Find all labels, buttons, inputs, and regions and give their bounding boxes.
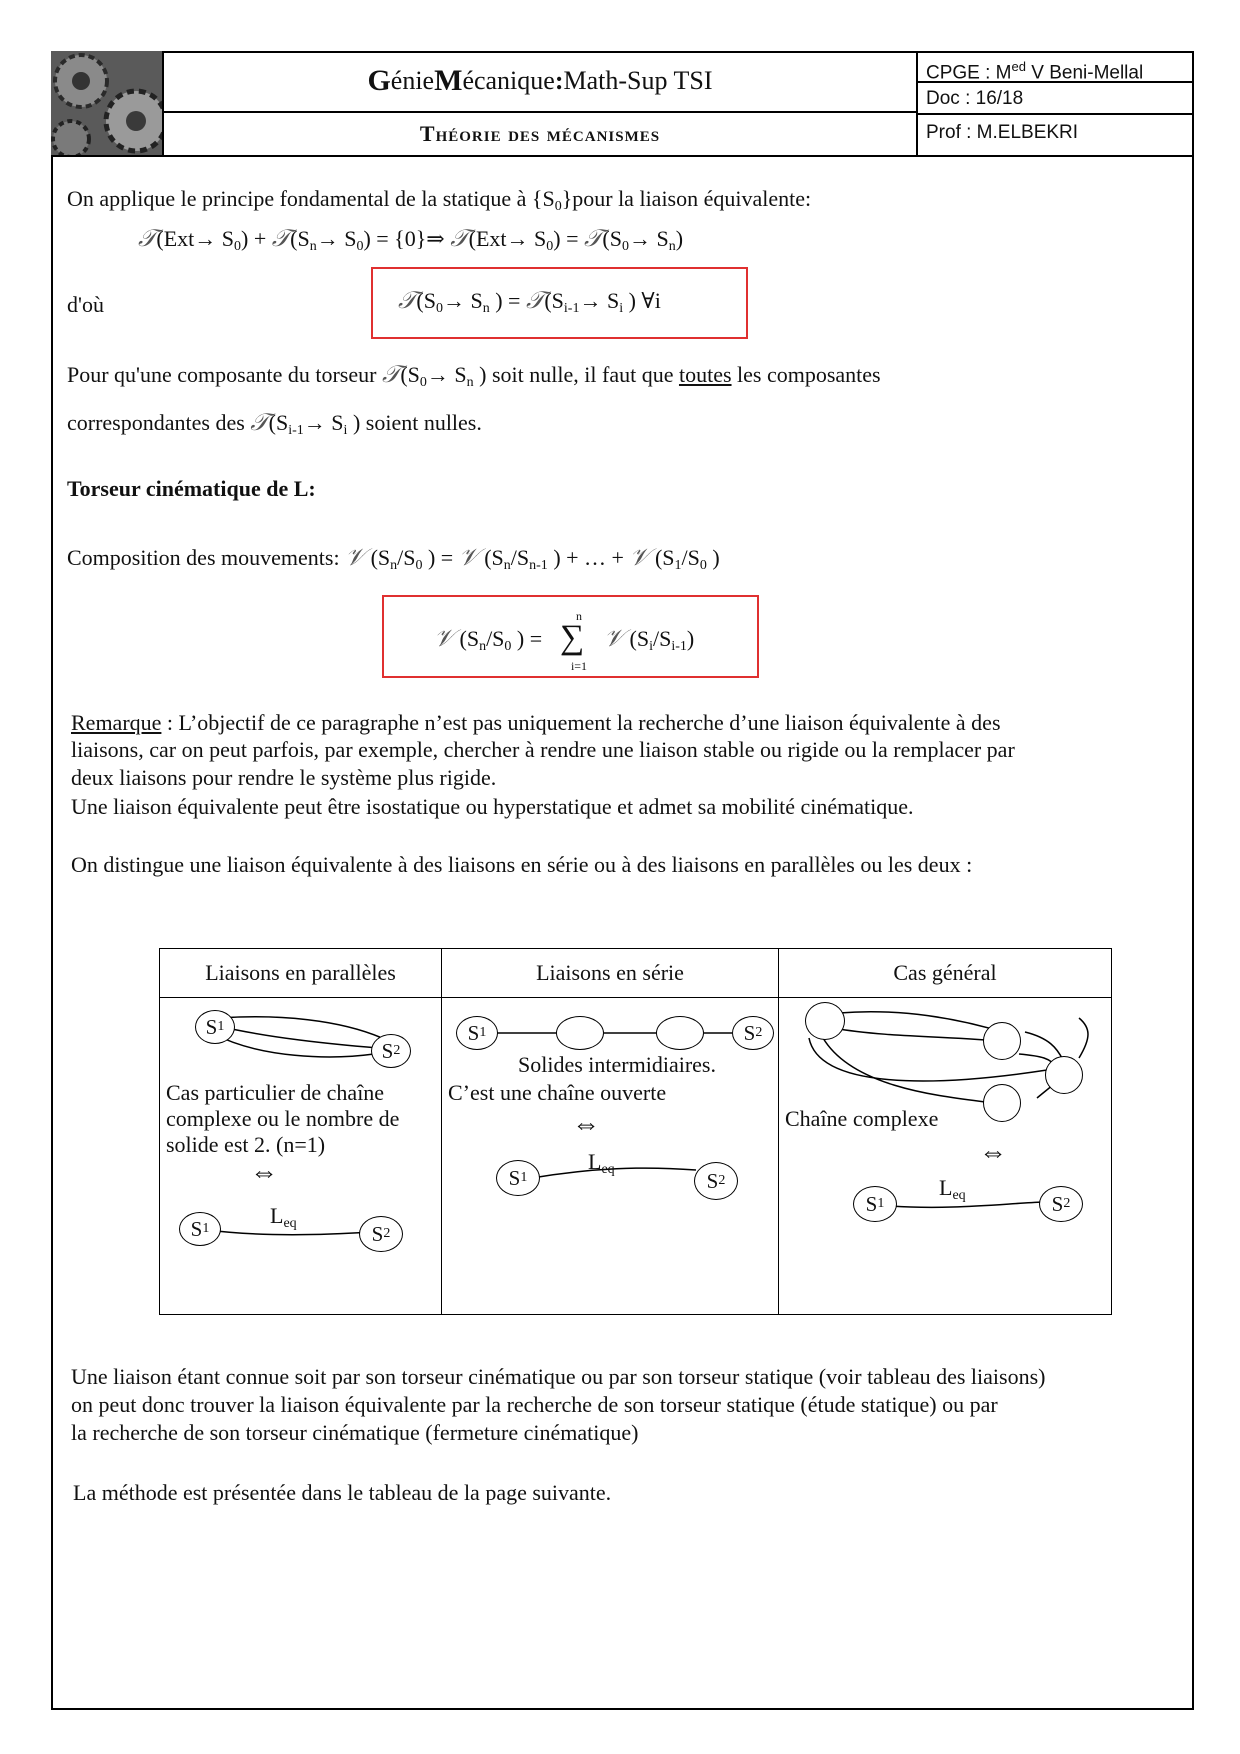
para-composante: Pour qu'une composante du torseur $𝒯(S_0\to S_n$ ) soit nulle, il faut que toutes les composantes (67, 360, 881, 390)
header-serie: Liaisons en série (442, 949, 779, 998)
dou-label: d'où (67, 292, 104, 317)
header-subtitle: Théorie des mécanismes (419, 121, 661, 146)
header-divider (51, 155, 1194, 157)
equivalence-arrow: ⇔ (250, 1157, 278, 1188)
remark-line-3: deux liaisons pour rendre le système plus rigide. (71, 765, 497, 790)
remark-line-4: Une liaison équivalente peut être isostatique ou hyperstatique et admet sa mobilité cinématique. (71, 794, 914, 819)
node-s1-eq: S 1 (853, 1186, 897, 1222)
node-s2-eq: S 2 (694, 1162, 738, 1200)
intro-text: On applique le principe fondamental de la statique à $\{S_0\}pour$ la liaison équivalente: (67, 186, 812, 214)
node-s1: S 1 (195, 1010, 235, 1044)
node-s2: S 2 (371, 1034, 411, 1068)
header-info (916, 51, 1194, 155)
node-s2-eq: S 2 (359, 1216, 403, 1252)
node-a (805, 1002, 845, 1040)
remark-line-1: Remarque : L’objectif de ce paragraphe n’est pas uniquement la recherche d’une liaison équivalente à des (71, 710, 1001, 735)
leq-label: $L_{eq}$ (588, 1149, 615, 1177)
school-label: CPGE : $M^{ed}$ V Beni-Mellal (918, 51, 1194, 83)
general-links-diagram (779, 998, 1112, 1314)
header-parallel: Liaisons en parallèles (160, 949, 442, 998)
equivalence-arrow: ⇔ (572, 1109, 600, 1140)
node-b (983, 1022, 1021, 1060)
sum-lower-bound: i=1 (570, 659, 588, 673)
general-text: Chaîne complexe (785, 1106, 939, 1131)
header-title: G énie M écanique : Math-Sup TSI (164, 51, 916, 113)
parallel-text-3: solide est 2. (n=1) (166, 1132, 326, 1157)
doc-label: Doc : 16/18 (918, 83, 1194, 115)
para-correspondantes: correspondantes des $𝒯(S_{i-1}\to S_i$ ) soient nulles. (67, 408, 482, 438)
serie-text-1: Solides intermidiaires. (518, 1052, 716, 1077)
node-s1-eq: S 1 (496, 1160, 540, 1196)
remark-line-2: liaisons, car on peut parfois, par exemple, chercher à rendre une liaison stable ou rigide ou la remplacer par (71, 737, 1015, 762)
final-line-1: Une liaison étant connue soit par son torseur cinématique ou par son torseur statique (voir tableau des liaisons) (71, 1364, 1046, 1389)
equivalence-arrow: ⇔ (979, 1137, 1007, 1168)
distinguish-text: On distingue une liaison équivalente à des liaisons en série ou à des liaisons en parallèles ou les deux : (71, 852, 973, 877)
parallel-text-1: Cas particulier de chaîne (166, 1080, 385, 1105)
node-c (1045, 1056, 1083, 1094)
leq-label: $L_{eq}$ (270, 1203, 297, 1231)
composition-equation: Composition des mouvements: 𝒱 ($S_n/S_0$ ) = 𝒱 ($S_n/S_{n-1}$ ) + … + 𝒱 ($S_1/S_0$ ) (67, 543, 720, 573)
leq-label: $L_{eq}$ (939, 1175, 966, 1203)
static-result-equation: $𝒯(S_0\to S_n$ ) = $𝒯(S_{i-1}\to S_i$ ) ∀i (398, 286, 661, 316)
kinematic-sum-term: 𝒱 $(S_i/S_{i-1})$ (604, 624, 695, 654)
cell-parallel (160, 998, 442, 1315)
prof-label: Prof : M.ELBEKRI (926, 122, 1079, 143)
node-s2-eq: S 2 (1039, 1186, 1083, 1222)
final-line-2: on peut donc trouver la liaison équivalente par la recherche de son torseur statique (étude statique) ou par (71, 1392, 998, 1417)
sum-upper-bound: n (576, 609, 582, 623)
sum-symbol: ∑ (560, 619, 585, 656)
cases-table (159, 948, 1112, 1315)
kinematic-title: Torseur cinématique de L: (67, 476, 316, 501)
pfs-equation: 𝒯(Ext→ $S_0$) + $𝒯(S_n\to S_0)$ = {0}⇒ 𝒯(Ext→ $S_0$) = $𝒯(S_0\to S_n)$ (138, 224, 684, 254)
final-line-4: La méthode est présentée dans le tableau de la page suivante. (73, 1480, 612, 1505)
final-line-3: la recherche de son torseur cinématique (fermeture cinématique) (71, 1420, 639, 1445)
node-intermediate-2 (656, 1016, 704, 1050)
node-intermediate-1 (556, 1016, 604, 1050)
gears-logo-icon (51, 51, 164, 155)
node-s1-eq: S 1 (179, 1212, 221, 1246)
node-s1: S 1 (456, 1016, 498, 1050)
cell-serie (442, 998, 779, 1315)
header-general: Cas général (779, 949, 1112, 998)
cell-general (779, 998, 1112, 1315)
node-d (983, 1084, 1021, 1122)
serie-text-2: C’est une chaîne ouverte (448, 1080, 667, 1105)
parallel-text-2: complexe ou le nombre de (166, 1106, 400, 1131)
kinematic-result-equation: 𝒱 ($S_n/S_0$ ) = (434, 624, 543, 654)
node-s2: S 2 (732, 1016, 774, 1050)
